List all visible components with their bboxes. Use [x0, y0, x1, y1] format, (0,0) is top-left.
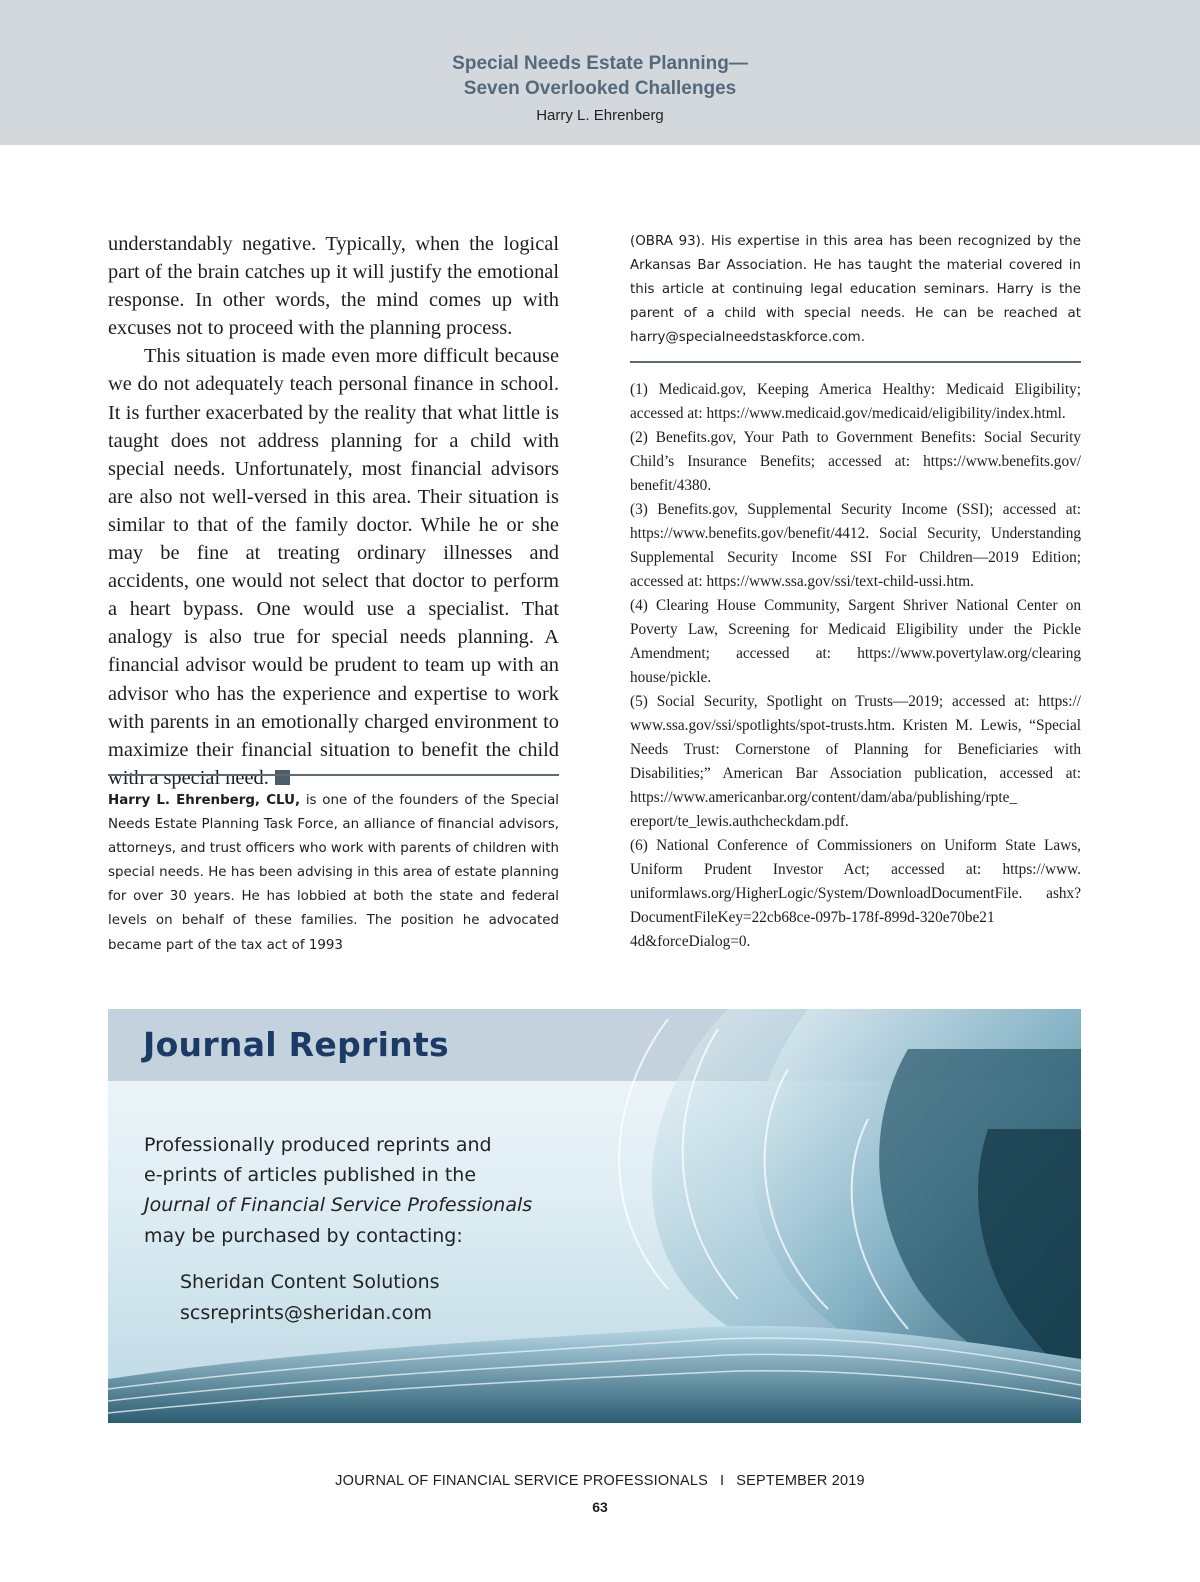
article-author: Harry L. Ehrenberg	[536, 107, 664, 124]
reference-notes	[630, 378, 1081, 954]
ad-copy-line: may be purchased by contacting:	[144, 1224, 463, 1247]
bio-text-continued: (OBRA 93). His expertise in this area has been recognized by the Arkansas Bar Association. He has taught the material covered in this article at continuing legal education seminars. Harry is the parent of a child with special needs. He can be reached at harry@specialneedstaskforce.com.	[630, 234, 1081, 346]
ad-copy-line: Professionally produced reprints and	[144, 1134, 492, 1156]
footer-separator: I	[720, 1473, 725, 1489]
running-header	[0, 0, 1200, 145]
end-of-article-square-icon	[275, 770, 290, 785]
ad-journal-name: Journal of Financial Service Professionals	[144, 1194, 533, 1217]
ad-title: Journal Reprints	[143, 1025, 449, 1064]
reference-note: (4) Clearing House Community, Sargent Shriver National Center on Poverty Law, Screening for Medicaid Eligibility under the Pickle Amendment; accessed at: https://www.povertylaw.org/clearing house/pickle.	[630, 597, 1081, 686]
page-number: 63	[592, 1499, 608, 1515]
article-paragraph	[108, 342, 559, 792]
bio-divider	[108, 774, 559, 776]
ad-contact-email[interactable]: scsreprints@sheridan.com	[180, 1302, 432, 1324]
article-body	[108, 230, 559, 792]
article-title-line2: Seven Overlooked Challenges	[463, 78, 737, 99]
article-paragraph-text: This situation is made even more difficult because we do not adequately teach personal finance in school. It is further exacerbated by the reality that what little is taught does not address planning for a child with special needs. Unfortunately, most financial advisors are also not well-versed in this area. Their situation is similar to that of the family doctor. While he or she may be fine at treating ordinary illnesses and accidents, one would not select that doctor to perform a heart bypass. One would use a specialist. That analogy is also true for special needs planning. A financial advisor would be prudent to team up with an advisor who has the experience and expertise to work with parents in an emotionally charged environment to maximize their financial situation to benefit the child with a special need.	[108, 345, 559, 789]
reference-note: (2) Benefits.gov, Your Path to Government Benefits: Social Security Child’s Insurance Benefits; accessed at: https://www.benefits.gov/ benefit/4380.	[630, 429, 1081, 494]
ad-copy-line: e-prints of articles published in the	[144, 1164, 477, 1187]
footer-date: SEPTEMBER 2019	[736, 1473, 865, 1489]
running-footer	[0, 1473, 1200, 1489]
footer-journal-name: JOURNAL OF FINANCIAL SERVICE PROFESSIONALS	[335, 1473, 709, 1489]
ad-contact-name: Sheridan Content Solutions	[180, 1271, 440, 1293]
notes-divider	[630, 361, 1081, 363]
author-bio-right	[630, 230, 1081, 350]
reference-note: (5) Social Security, Spotlight on Trusts—2019; accessed at: https:// www.ssa.gov/ssi/spotlights/spot-trusts.htm. Kristen M. Lewis, “Special Needs Trust: Cornerstone of Planning for Beneficiaries with Disabilities;” American Bar Association publication, accessed at: https://www.americanbar.org/content/dam/aba/publishing/rpte_ ereport/te_lewis.authcheckdam.pdf.	[630, 693, 1081, 830]
ad-copy	[144, 1130, 532, 1251]
bio-author-name: Harry L. Ehrenberg, CLU,	[108, 793, 301, 808]
article-paragraph: understandably negative. Typically, when the logical part of the brain catches up it will justify the emotional response. In other words, the mind comes up with excuses not to proceed with the planning process.	[108, 233, 559, 340]
reference-note: (6) National Conference of Commissioners on Uniform State Laws, Uniform Prudent Investor Act; accessed at: https://www. uniformlaws.org/HigherLogic/System/DownloadDocumentFile. ashx?DocumentFileKey=22cb68ce-097b-178f-899d-320e70be21 4d&forceDialog=0.	[630, 837, 1081, 950]
reference-note: (1) Medicaid.gov, Keeping America Healthy: Medicaid Eligibility; accessed at: https://www.medicaid.gov/medicaid/eligibility/index.html.	[630, 381, 1081, 422]
ad-contact	[180, 1267, 440, 1329]
article-title-line1: Special Needs Estate Planning—	[452, 53, 748, 74]
author-bio-left	[108, 789, 559, 958]
bio-text: is one of the founders of the Special Needs Estate Planning Task Force, an alliance of financial advisors, attorneys, and trust officers who work with parents of children with special needs. He has been advising in this area of estate planning for over 30 years. He has lobbied at both the state and federal levels on behalf of these families. The position he advocated became part of the tax act of 1993	[108, 793, 559, 953]
reference-note: (3) Benefits.gov, Supplemental Security Income (SSI); accessed at: https://www.benefits.gov/benefit/4412. Social Security, Understanding Supplemental Security Income SSI For Children—2019 Edition; accessed at: https://www.ssa.gov/ssi/text-child-ussi.htm.	[630, 501, 1081, 590]
journal-reprints-ad	[108, 1009, 1081, 1423]
